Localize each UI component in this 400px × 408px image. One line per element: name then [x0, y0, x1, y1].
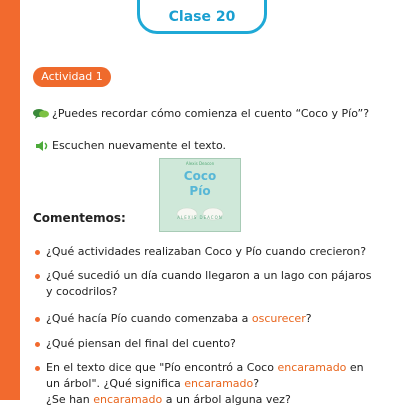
question-2-line1: ¿Qué sucedió un día cuando llegaron a un lago con pájaros [46, 269, 372, 282]
question-3-text: ¿Qué hacía Pío cuando comenzaba a [46, 312, 252, 325]
class-header [137, 0, 267, 34]
highlight-encaramado: encaramado [184, 377, 254, 390]
question-6-end: a un árbol alguna vez? [162, 393, 291, 406]
question-5-mid: en [346, 361, 364, 374]
band-wave-edge [14, 0, 20, 400]
bullet-dot [35, 250, 40, 255]
book-title-line2: Pío [189, 184, 211, 198]
question-5 [46, 360, 376, 408]
question-5-line2-end: ? [253, 377, 260, 390]
speaker-icon [35, 140, 49, 152]
bullet-dot [35, 342, 40, 347]
bullet-dot [35, 317, 40, 322]
book-title-line1: Coco [183, 169, 217, 183]
question-3 [46, 311, 376, 327]
question-2 [46, 268, 376, 300]
question-1: ¿Qué actividades realizaban Coco y Pío cuando crecieron? [46, 245, 367, 258]
book-author: ALEXIS DEACON [177, 215, 223, 220]
speech-bubbles-icon [33, 108, 49, 120]
bullet-dot [35, 366, 40, 371]
comments-heading: Comentemos: [33, 211, 126, 225]
book-cover-small-text: Alexis Deacon [185, 161, 215, 166]
recall-prompt: ¿Puedes recordar cómo comienza el cuento “Coco y Pío”? [52, 107, 370, 120]
highlight-encaramado: encaramado [93, 393, 163, 406]
listen-prompt: Escuchen nuevamente el texto. [52, 139, 227, 152]
highlight-encaramado: encaramado [277, 361, 347, 374]
bullet-dot [35, 274, 40, 279]
left-decorative-band [0, 0, 20, 400]
book-cover [160, 159, 240, 231]
question-2-line2: y cocodrilos? [46, 285, 118, 298]
question-4: ¿Qué piensan del final del cuento? [46, 337, 236, 350]
question-6-text: ¿Se han [46, 393, 94, 406]
highlight-oscurecer: oscurecer [251, 312, 306, 325]
question-3-end: ? [305, 312, 312, 325]
question-5-text: En el texto dice que "Pío encontró a Coco [46, 361, 278, 374]
class-title: Clase 20 [168, 9, 236, 25]
activity-badge: Actividad 1 [33, 67, 111, 87]
question-5-line2: un árbol". ¿Qué significa [46, 377, 185, 390]
